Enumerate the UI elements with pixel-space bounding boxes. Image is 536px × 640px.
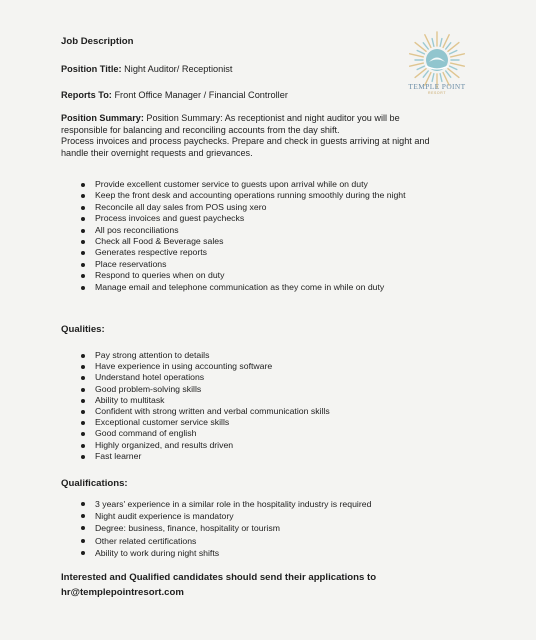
list-item: Process invoices and guest paychecks [78,213,406,224]
list-item: Provide excellent customer service to guests upon arrival while on duty [78,179,406,190]
summary-line: responsible for balancing and reconciling accounts from the day shift. [61,124,340,135]
list-item: Pay strong attention to details [78,350,330,361]
duties-list [78,179,406,293]
logo-ray [423,71,428,77]
logo-ray [417,50,424,53]
logo-tagline: RESORT [427,91,447,95]
logo-ray [423,43,428,49]
logo-ray [440,74,442,82]
list-item: All pos reconciliations [78,225,406,236]
position-label: Position Title: [61,64,122,74]
logo-ray [446,71,451,77]
summary-label: Position Summary: [61,113,144,123]
list-item: Night audit experience is mandatory [78,510,371,522]
list-item: Have experience in using accounting software [78,361,330,372]
list-item: Good problem-solving skills [78,384,330,395]
logo-ray [451,63,465,66]
logo-ray [450,66,457,69]
qualifications-heading: Qualifications: [61,478,128,489]
list-item: Exceptional customer service skills [78,417,330,428]
reports-to-line [61,90,288,100]
reports-label: Reports To: [61,90,112,100]
list-item: Fast learner [78,451,330,462]
logo-ray [446,43,451,49]
logo-ray [417,66,424,69]
logo-ray [432,39,434,47]
list-item: 3 years' experience in a similar role in the hospitality industry is required [78,498,371,510]
list-item: Respond to queries when on duty [78,270,406,281]
logo-ray [451,54,465,57]
list-item: Place reservations [78,259,406,270]
list-item: Confident with strong written and verbal communication skills [78,406,330,417]
list-item: Ability to multitask [78,395,330,406]
list-item: Ability to work during night shifts [78,547,371,559]
list-item: Good command of english [78,428,330,439]
list-item: Keep the front desk and accounting operations running smoothly during the night [78,190,406,201]
summary-line: handle their overnight requests and grievances. [61,147,253,158]
qualities-heading: Qualities: [61,324,105,335]
logo-ray [432,74,434,82]
list-item: Highly organized, and results driven [78,440,330,451]
position-title-line [61,64,232,74]
list-item: Reconcile all day sales from POS using xero [78,202,406,213]
list-item: Degree: business, finance, hospitality or tourism [78,522,371,534]
document-title: Job Description [61,36,134,47]
application-email[interactable]: hr@templepointresort.com [61,587,184,598]
logo-ray [410,54,424,57]
list-item: Check all Food & Beverage sales [78,236,406,247]
list-item: Generates respective reports [78,247,406,258]
list-item: Other related certifications [78,535,371,547]
logo-ray [440,39,442,47]
list-item: Understand hotel operations [78,372,330,383]
position-value: Night Auditor/ Receptionist [124,64,233,74]
summary-line: Position Summary: Position Summary: As receptionist and night auditor you will be [61,113,400,123]
logo-name: TEMPLE POINT [408,82,466,91]
list-item: Manage email and telephone communication as they come in while on duty [78,282,406,293]
position-summary [61,113,481,159]
qualifications-list [78,498,371,559]
qualities-list [78,350,330,462]
logo-ray [450,50,457,53]
logo-ray [410,63,424,66]
summary-line: Process invoices and process paychecks. Prepare and check in guests arriving at night and [61,136,430,146]
reports-value: Front Office Manager / Financial Controller [114,90,288,100]
closing-line: Interested and Qualified candidates should send their applications to [61,572,377,583]
